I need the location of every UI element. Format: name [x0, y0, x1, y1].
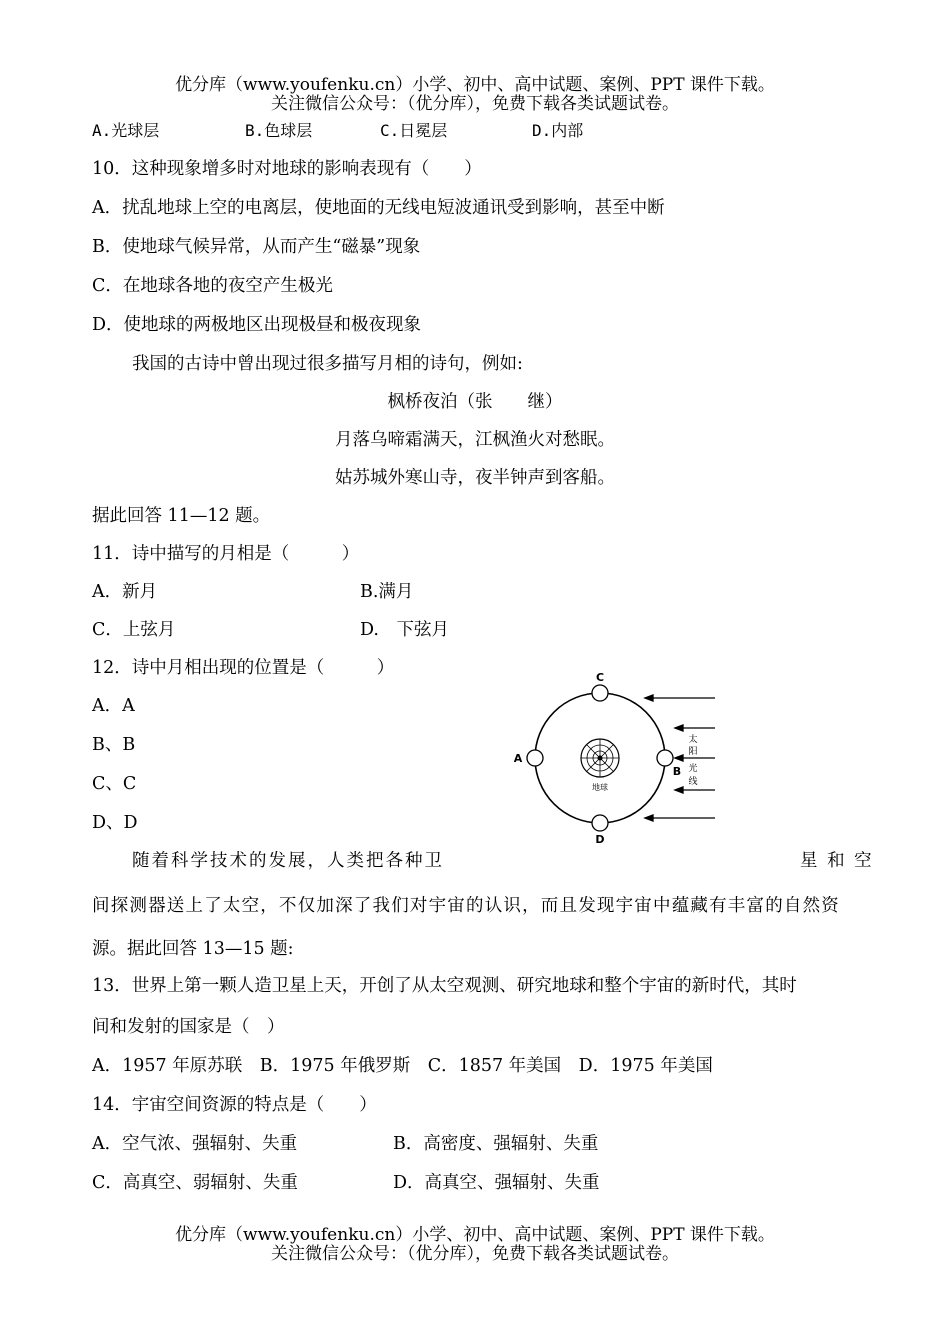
- moon-b: [657, 750, 673, 766]
- q11-stem: 11．诗中描写的月相是（ ）: [92, 544, 360, 564]
- label-d: D: [595, 833, 605, 846]
- poem-intro: 我国的古诗中曾出现过很多描写月相的诗句，例如:: [132, 354, 523, 374]
- q14-option-a: A．空气浓、强辐射、失重: [92, 1134, 298, 1154]
- passage-line-1-right: 星 和 空: [800, 851, 874, 871]
- header-line-2: 关注微信公众号：（优分库），免费下载各类试题试卷。: [271, 94, 679, 114]
- q9-option-d: D.内部: [532, 121, 584, 140]
- q11-option-d: D. 下弦月: [360, 620, 449, 640]
- q10-option-a: A．扰乱地球上空的电离层，使地面的无线电短波通讯受到影响，甚至中断: [92, 198, 665, 218]
- sunlight-arrows: [645, 695, 715, 821]
- poem-prompt: 据此回答 11—12 题。: [92, 506, 271, 526]
- moon-a: [527, 750, 543, 766]
- q14-option-b: B．高密度、强辐射、失重: [393, 1134, 599, 1154]
- q9-option-c: C.日冕层: [380, 121, 448, 140]
- label-c: C: [595, 671, 605, 684]
- q11-option-b: B.满月: [360, 582, 414, 602]
- moon-orbit-diagram: [505, 668, 725, 848]
- q10-option-d: D．使地球的两极地区出现极昼和极夜现象: [92, 315, 422, 335]
- q14-stem: 14．宇宙空间资源的特点是（ ）: [92, 1095, 377, 1115]
- q13-stem-1: 13．世界上第一颗人造卫星上天，开创了从太空观测、研究地球和整个宇宙的新时代，其时: [92, 976, 797, 996]
- footer-line-1: 优分库（www.youfenku.cn）小学、初中、高中试题、案例、PPT 课件下载。: [175, 1225, 775, 1245]
- q10-option-c: C．在地球各地的夜空产生极光: [92, 276, 333, 296]
- sunlight-label-4: 线: [688, 777, 698, 787]
- q9-option-a: A.光球层: [92, 121, 160, 140]
- header-line-1: 优分库（www.youfenku.cn）小学、初中、高中试题、案例、PPT 课件下载。: [175, 75, 775, 95]
- q13-stem-2: 间和发射的国家是（ ）: [92, 1017, 285, 1037]
- q13-options: A．1957 年原苏联 B．1975 年俄罗斯 C．1857 年美国 D．1975 年美国: [92, 1056, 713, 1076]
- passage-line-1-left: 随着科学技术的发展，人类把各种卫: [132, 851, 444, 871]
- passage-line-3: 源。据此回答 13—15 题:: [92, 939, 294, 959]
- q11-option-c: C．上弦月: [92, 620, 176, 640]
- q14-option-d: D．高真空、强辐射、失重: [393, 1173, 600, 1193]
- moon-d: [592, 815, 608, 831]
- label-b: B: [672, 765, 682, 778]
- q11-option-a: A．新月: [92, 582, 158, 602]
- q12-option-c: C、C: [92, 774, 137, 794]
- passage-line-2: 间探测器送上了太空，不仅加深了我们对宇宙的认识，而且发现宇宙中蕴藏有丰富的自然资: [92, 896, 840, 916]
- poem-line-2: 姑苏城外寒山寺，夜半钟声到客船。: [335, 468, 615, 488]
- q14-option-c: C．高真空、弱辐射、失重: [92, 1173, 298, 1193]
- q10-stem: 10．这种现象增多时对地球的影响表现有（ ）: [92, 159, 482, 179]
- sunlight-label-1: 太: [688, 735, 698, 745]
- q12-option-d: D、D: [92, 813, 138, 833]
- poem-title: 枫桥夜泊（张 继）: [387, 392, 563, 412]
- footer-line-2: 关注微信公众号：（优分库），免费下载各类试题试卷。: [271, 1244, 679, 1264]
- q12-option-a: A．A: [92, 696, 135, 716]
- earth-label: 地球: [592, 783, 608, 792]
- q9-option-b: B.色球层: [245, 121, 313, 140]
- moon-c: [592, 685, 608, 701]
- q10-option-b: B．使地球气候异常，从而产生“磁暴”现象: [92, 237, 421, 257]
- sunlight-label-3: 光: [688, 764, 698, 774]
- q12-option-b: B、B: [92, 735, 136, 755]
- earth-icon: [581, 739, 619, 777]
- sunlight-label-2: 阳: [688, 747, 698, 757]
- poem-line-1: 月落乌啼霜满天，江枫渔火对愁眠。: [335, 430, 615, 450]
- q12-stem: 12．诗中月相出现的位置是（ ）: [92, 658, 395, 678]
- label-a: A: [513, 752, 523, 765]
